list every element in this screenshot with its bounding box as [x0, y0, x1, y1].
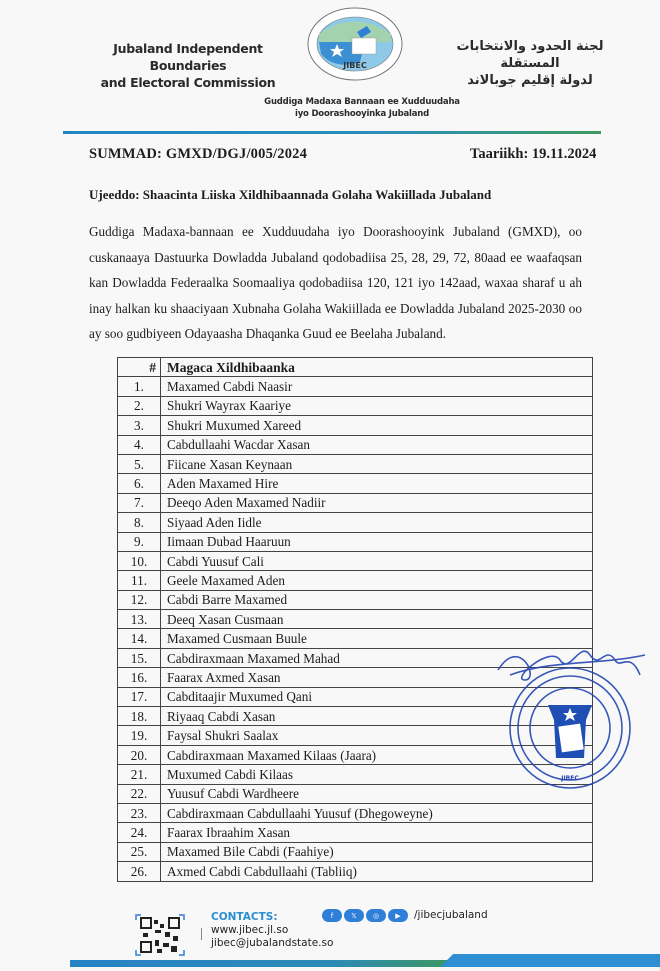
row-number: 2. [118, 396, 161, 415]
table-row [118, 551, 593, 570]
table-row [118, 513, 593, 532]
member-name: Deeq Xasan Cusmaan [161, 610, 593, 629]
member-name: Axmed Cabdi Cabdullaahi (Tabliiq) [161, 862, 593, 881]
table-row [118, 493, 593, 512]
member-name: Shukri Muxumed Xareed [161, 416, 593, 435]
table-row [118, 532, 593, 551]
member-name: Geele Maxamed Aden [161, 571, 593, 590]
members-table [117, 357, 593, 882]
member-name: Faysal Shukri Saalax [161, 726, 593, 745]
facebook-icon[interactable]: f [322, 909, 342, 922]
column-header-name: Magaca Xildhibaanka [161, 358, 593, 377]
qr-code[interactable] [133, 912, 187, 958]
member-name: Maxamed Cusmaan Buule [161, 629, 593, 648]
row-number: 7. [118, 493, 161, 512]
org-name-english: Jubaland Independent Boundaries and Electoral Commission [100, 41, 276, 90]
row-number: 15. [118, 648, 161, 667]
table-row [118, 823, 593, 842]
member-name: Cabdiraxmaan Cabdullaahi Yuusuf (Dhegoweyne) [161, 803, 593, 822]
member-name: Siyaad Aden Iidle [161, 513, 593, 532]
column-header-number: # [118, 358, 161, 377]
member-name: Riyaaq Cabdi Xasan [161, 707, 593, 726]
row-number: 6. [118, 474, 161, 493]
table-row [118, 474, 593, 493]
org-name-somali: Guddiga Madaxa Bannaan ee Xudduudaha iyo Doorashooyinka Jubaland [264, 97, 460, 119]
table-body [118, 377, 593, 881]
x-twitter-icon[interactable]: 𝕏 [344, 909, 364, 922]
member-name: Faarax Axmed Xasan [161, 668, 593, 687]
row-number: 14. [118, 629, 161, 648]
row-number: 3. [118, 416, 161, 435]
table-row [118, 862, 593, 881]
table-row [118, 377, 593, 396]
table-row [118, 571, 593, 590]
youtube-icon[interactable]: ▶ [388, 909, 408, 922]
row-number: 22. [118, 784, 161, 803]
member-name: Cabdi Barre Maxamed [161, 590, 593, 609]
member-name: Iimaan Dubad Haaruun [161, 532, 593, 551]
row-number: 25. [118, 842, 161, 861]
member-name: Yuusuf Cabdi Wardheere [161, 784, 593, 803]
body-paragraph: Guddiga Madaxa-bannaan ee Xudduudaha iyo Doorashooyink Jubaland (GMXD), oo cuskanaaya Dastuurka Dowladda Jubaland qodobadiisa 25, 28, 29, 72, 80aad ee waafaqsan kan Dowladda Federaalka Soomaaliya qodobadiisa 120, 121 iyo 142aad, waxaa sharaf u ah inay halkan ku shaaciyaan Xubnaha Golaha Wakiillada ee Dowladda Jubaland 2025-2030 oo ay soo gudbiyeen Odayaasha Dhaqanka Guud ee Beelaha Jubaland. [89, 224, 582, 341]
row-number: 8. [118, 513, 161, 532]
member-name: Cabditaajir Muxumed Qani [161, 687, 593, 706]
member-name: Cabdiraxmaan Maxamed Kilaas (Jaara) [161, 745, 593, 764]
row-number: 10. [118, 551, 161, 570]
org-name-arabic: لجنة الحدود والانتخابات المستقلة لدولة إقليم جوبالاند [456, 39, 604, 88]
jibec-logo [305, 4, 405, 84]
row-number: 19. [118, 726, 161, 745]
official-stamp-and-signature [490, 640, 650, 790]
contacts-label: CONTACTS: [211, 911, 278, 923]
row-number: 9. [118, 532, 161, 551]
document-date: Taariikh: 19.11.2024 [470, 146, 597, 162]
table-row [118, 416, 593, 435]
row-number: 23. [118, 803, 161, 822]
email-link[interactable]: jibec@jubalandstate.so [211, 937, 334, 949]
row-number: 13. [118, 610, 161, 629]
member-name: Deeqo Aden Maxamed Nadiir [161, 493, 593, 512]
svg-text:JIBEC: JIBEC [561, 775, 579, 782]
table-row [118, 803, 593, 822]
instagram-icon[interactable]: ◎ [366, 909, 386, 922]
footer-separator [201, 928, 202, 940]
member-name: Aden Maxamed Hire [161, 474, 593, 493]
row-number: 18. [118, 707, 161, 726]
social-handle[interactable]: /jibecjubaland [414, 909, 488, 921]
website-link[interactable]: www.jibec.jl.so [211, 924, 289, 936]
member-name: Cabdullaahi Wacdar Xasan [161, 435, 593, 454]
member-name: Maxamed Bile Cabdi (Faahiye) [161, 842, 593, 861]
row-number: 26. [118, 862, 161, 881]
row-number: 12. [118, 590, 161, 609]
member-name: Shukri Wayrax Kaariye [161, 396, 593, 415]
table-row [118, 435, 593, 454]
row-number: 1. [118, 377, 161, 396]
table-row [118, 590, 593, 609]
member-name: Muxumed Cabdi Kilaas [161, 765, 593, 784]
row-number: 5. [118, 454, 161, 473]
table-row [118, 396, 593, 415]
member-name: Cabdi Yuusuf Cali [161, 551, 593, 570]
table-header-row [118, 358, 593, 377]
member-name: Cabdiraxmaan Maxamed Mahad [161, 648, 593, 667]
reference-number: SUMMAD: GMXD/DGJ/005/2024 [89, 146, 308, 162]
table-row [118, 842, 593, 861]
row-number: 21. [118, 765, 161, 784]
member-name: Fiicane Xasan Keynaan [161, 454, 593, 473]
row-number: 4. [118, 435, 161, 454]
subject-line: Ujeeddo: Shaacinta Liiska Xildhibaannada Golaha Wakiillada Jubaland [89, 187, 492, 202]
table-row [118, 454, 593, 473]
row-number: 24. [118, 823, 161, 842]
row-number: 17. [118, 687, 161, 706]
footer-color-bar-accent [440, 954, 660, 967]
row-number: 16. [118, 668, 161, 687]
svg-text:JIBEC: JIBEC [343, 61, 367, 70]
header-divider [63, 131, 601, 134]
table-row [118, 610, 593, 629]
row-number: 20. [118, 745, 161, 764]
member-name: Maxamed Cabdi Naasir [161, 377, 593, 396]
social-icons [322, 909, 408, 922]
row-number: 11. [118, 571, 161, 590]
member-name: Faarax Ibraahim Xasan [161, 823, 593, 842]
